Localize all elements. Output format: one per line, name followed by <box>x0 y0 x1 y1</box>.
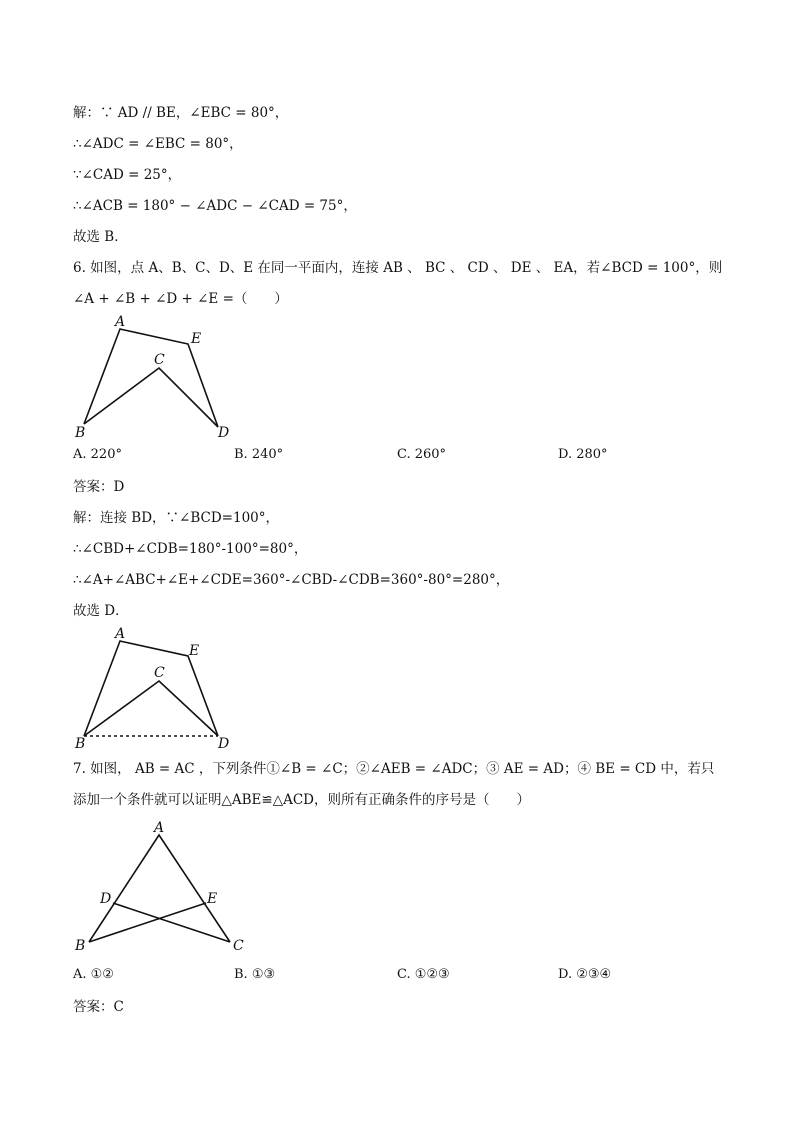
q7-stem-line-1: 7. 如图， AB = AC ，下列条件①∠B = ∠C；②∠AEB = ∠ADC；③ AE = AD；④ BE = CD 中，若只 <box>73 761 715 777</box>
q7-label-e: E <box>207 891 218 907</box>
q7-option-a: A. ①② <box>73 967 114 982</box>
sol5-line-1: 解：∵ AD // BE，∠EBC = 80°， <box>73 105 289 121</box>
q7-label-b: B <box>75 938 86 954</box>
sol5-line-2: ∴∠ADC = ∠EBC = 80°， <box>73 136 243 152</box>
q6-label-e: E <box>191 331 202 347</box>
q7-triangle-sides <box>89 835 230 942</box>
q7-option-c: C. ①②③ <box>397 967 450 982</box>
q6-solution-outline-bcd <box>84 681 218 736</box>
q6-solution-line-4: 故选 D． <box>73 603 129 619</box>
q7-label-a: A <box>154 820 165 836</box>
q6-solution-line-1: 解：连接 BD，∵∠BCD=100°， <box>73 510 280 526</box>
q6-figure <box>70 312 250 442</box>
q6-solution-label-a: A <box>115 626 126 642</box>
q6-label-b: B <box>75 425 86 441</box>
q7-option-d: D. ②③④ <box>558 967 612 982</box>
q7-figure <box>70 818 260 958</box>
q6-solution-label-d: D <box>218 736 230 752</box>
sol5-line-3: ∵∠CAD = 25°， <box>73 167 182 183</box>
q6-solution-label-e: E <box>189 643 200 659</box>
q6-solution-line-2: ∴∠CBD+∠CDB=180°-100°=80°， <box>73 541 308 557</box>
q7-answer: 答案：C <box>73 999 124 1015</box>
q7-label-d: D <box>100 891 112 907</box>
q6-solution-label-c: C <box>154 665 165 681</box>
q6-stem-line-2: ∠A + ∠B + ∠D + ∠E =（ ） <box>73 291 288 307</box>
q6-label-d: D <box>218 425 230 441</box>
q6-solution-figure <box>70 624 250 754</box>
q7-stem-line-2: 添加一个条件就可以证明△ABE≌△ACD，则所有正确条件的序号是（ ） <box>73 792 531 808</box>
q7-option-b: B. ①③ <box>234 967 276 982</box>
q6-option-c: C. 260° <box>397 447 447 462</box>
q6-stem-line-1: 6. 如图，点 A、B、C、D、E 在同一平面内，连接 AB 、 BC 、 CD 、 DE 、 EA，若∠BCD = 100°，则 <box>73 260 723 276</box>
q6-option-b: B. 240° <box>234 447 284 462</box>
q6-answer: 答案：D <box>73 479 125 495</box>
q6-outline-bcd <box>84 368 218 427</box>
sol5-line-4: ∴∠ACB = 180° − ∠ADC − ∠CAD = 75°， <box>73 198 357 214</box>
sol5-line-5: 故选 B． <box>73 229 128 245</box>
q6-label-a: A <box>115 314 126 330</box>
q6-solution-label-b: B <box>75 736 86 752</box>
q6-option-a: A. 220° <box>73 447 122 462</box>
q6-option-d: D. 280° <box>558 447 608 462</box>
q7-segment-dc <box>113 903 230 942</box>
q7-label-c: C <box>233 938 244 954</box>
q7-segment-be <box>89 903 206 942</box>
q6-solution-line-3: ∴∠A+∠ABC+∠E+∠CDE=360°-∠CBD-∠CDB=360°-80°=280°， <box>73 572 510 588</box>
q6-label-c: C <box>154 352 165 368</box>
